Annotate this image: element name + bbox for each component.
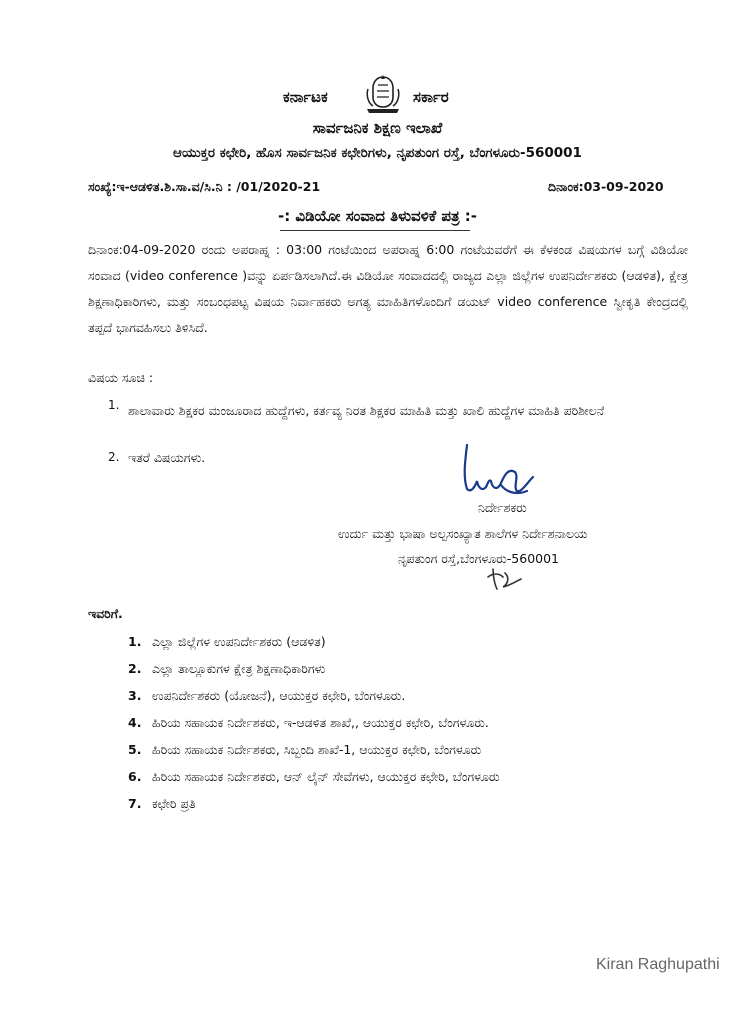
agenda-item: ಶಾಲಾವಾರು ಶಿಕ್ಷಕರ ಮಂಜೂರಾದ ಹುದ್ದೆಗಳು, ಕರ್ತವ್ಯ ನಿರತ ಶಿಕ್ಷಕರ ಮಾಹಿತಿ ಮತ್ತು ಖಾಲಿ ಹುದ್ದೆಗಳ ಮಾಹಿತಿ ಪರಿಶೀಲನೆ <box>128 403 605 418</box>
recipient-item: ಹಿರಿಯ ಸಹಾಯಕ ನಿರ್ದೇಶಕರು, ಆನ್ ಲೈನ್ ಸೇವೆಗಳು, ಆಯುಕ್ತರ ಕಛೇರಿ, ಬೆಂಗಳೂರು <box>152 769 500 784</box>
state-emblem-icon <box>363 73 403 115</box>
recipient-item: ಹಿರಿಯ ಸಹಾಯಕ ನಿರ್ದೇಶಕರು, ಇ-ಆಡಳಿತ ಶಾಖೆ,, ಆಯುಕ್ತರ ಕಛೇರಿ, ಬೆಂಗಳೂರು. <box>152 715 489 730</box>
recipient-item: ಎಲ್ಲಾ ಜಿಲ್ಲೆಗಳ ಉಪನಿರ್ದೇಶಕರು (ಆಡಳಿತ) <box>152 634 326 649</box>
recipient-number: 6. <box>128 769 142 784</box>
recipient-number: 7. <box>128 796 142 811</box>
recipient-item: ಕಛೇರಿ ಪ್ರತಿ <box>152 796 196 811</box>
signature-icon <box>455 437 545 502</box>
watermark-text: Kiran Raghupathi <box>596 956 720 973</box>
recipient-item: ಹಿರಿಯ ಸಹಾಯಕ ನಿರ್ದೇಶಕರು, ಸಿಬ್ಬಂದಿ ಶಾಖೆ-1, ಆಯುಕ್ತರ ಕಛೇರಿ, ಬೆಂಗಳೂರು <box>152 742 482 757</box>
government-title <box>283 88 449 106</box>
department-name: ಸಾರ್ವಜನಿಕ ಶಿಕ್ಷಣ ಇಲಾಖೆ <box>312 119 443 137</box>
signatory-title: ನಿರ್ದೇಶಕರು <box>478 500 527 515</box>
recipient-number: 2. <box>128 661 142 676</box>
title-karnataka: ಕರ್ನಾಟಕ <box>283 88 328 106</box>
recipient-number: 5. <box>128 742 142 757</box>
agenda-item: ಇತರೆ ವಿಷಯಗಳು. <box>128 450 206 465</box>
signatory-address: ನೃಪತುಂಗ ರಸ್ತೆ,ಬೆಂಗಳೂರು-560001 <box>398 551 559 566</box>
recipient-number: 3. <box>128 688 142 703</box>
recipient-item: ಉಪನಿರ್ದೇಶಕರು (ಯೋಜನೆ), ಆಯುಕ್ತರ ಕಛೇರಿ, ಬೆಂಗಳೂರು. <box>152 688 406 703</box>
office-address: ಆಯುಕ್ತರ ಕಛೇರಿ, ಹೊಸ ಸಾರ್ವಜನಿಕ ಕಛೇರಿಗಳು, ನೃಪತುಂಗ ರಸ್ತೆ, ಬೆಂಗಳೂರು-560001 <box>173 145 582 161</box>
letter-date: ದಿನಾಂಕ:03-09-2020 <box>548 179 664 194</box>
subject-heading: -: ವಿಡಿಯೋ ಸಂವಾದ ತಿಳುವಳಿಕೆ ಪತ್ರ :- <box>277 207 478 225</box>
signatory-office: ಉರ್ದು ಮತ್ತು ಭಾಷಾ ಅಲ್ಪಸಂಖ್ಯಾತ ಶಾಲೆಗಳ ನಿರ್ದೇಶನಾಲಯ <box>338 526 588 541</box>
initial-mark-icon <box>485 563 525 593</box>
reference-number: ಸಂಖ್ಯೆ:ಇ-ಆಡಳಿತ.ಶಿ.ಸಾ.ವ/ಸಿ.ನಿ : /01/2020-21 <box>88 179 321 194</box>
recipient-number: 4. <box>128 715 142 730</box>
agenda-item-number: 1. <box>108 398 120 412</box>
agenda-heading: ವಿಷಯ ಸೂಚಿ : <box>88 370 154 385</box>
recipients-heading: ಇವರಿಗೆ. <box>88 606 123 621</box>
body-paragraph: ದಿನಾಂಕ:04-09-2020 ರಂದು ಅಪರಾಹ್ನ : 03:00 ಗಂಟೆಯಿಂದ ಅಪರಾಹ್ನ 6:00 ಗಂಟೆಯವರೆಗೆ ಈ ಕೆಳಕಂಡ ವಿಷಯಗಳ ಬಗ್ಗೆ ವಿಡಿಯೋ ಸಂವಾದ (video conference )ವನ್ನು ಏರ್ಪಡಿಸಲಾಗಿದೆ.ಈ ವಿಡಿಯೋ ಸಂವಾದದಲ್ಲಿ ರಾಜ್ಯದ ಎಲ್ಲಾ ಜಿಲ್ಲೆಗಳ ಉಪನಿರ್ದೇಶಕರು (ಆಡಳಿತ), ಕ್ಷೇತ್ರ ಶಿಕ್ಷಣಾಧಿಕಾರಿಗಳು, ಮತ್ತು ಸಂಬಂಧಪಟ್ಟ ವಿಷಯ ನಿರ್ವಾಹಕರು ಅಗತ್ಯ ಮಾಹಿತಿಗಳೊಂದಿಗೆ ಡಯಟ್ video conference ಸ್ವೀಕೃತಿ ಕೇಂದ್ರದಲ್ಲಿ ತಪ್ಪದೆ ಭಾಗವಹಿಸಲು ತಿಳಿಸಿದೆ. <box>88 242 688 335</box>
recipient-number: 1. <box>128 634 142 649</box>
recipient-item: ಎಲ್ಲಾ ತಾಲ್ಲೂಕುಗಳ ಕ್ಷೇತ್ರ ಶಿಕ್ಷಣಾಧಿಕಾರಿಗಳು <box>152 661 326 676</box>
agenda-item-number: 2. <box>108 450 120 464</box>
title-sarkara: ಸರ್ಕಾರ <box>413 88 449 106</box>
subject-underline <box>280 230 470 231</box>
